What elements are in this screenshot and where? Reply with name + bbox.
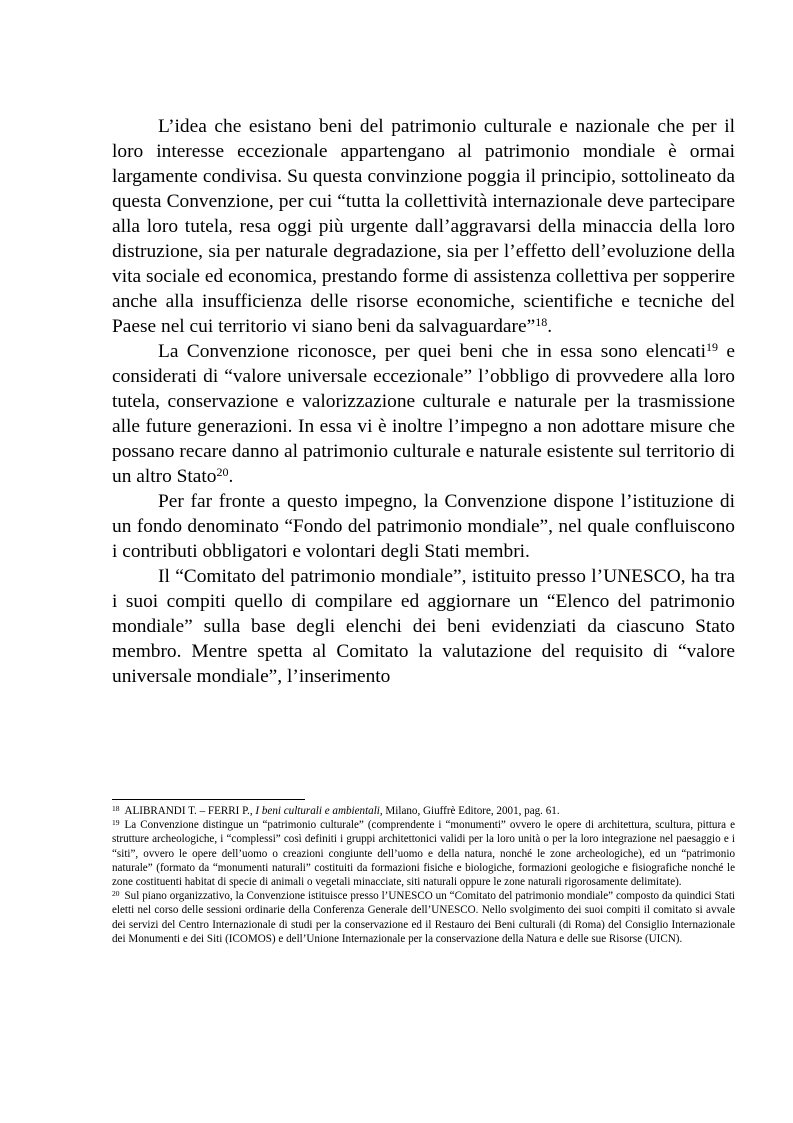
footnote-18 <box>112 804 735 818</box>
paragraph-text: . <box>228 466 234 487</box>
paragraph-2 <box>112 339 735 489</box>
paragraph-3 <box>112 489 735 564</box>
paragraph-text: . <box>547 316 553 337</box>
paragraph-text: Il “Comitato del patrimonio mondiale”, istituito presso l’UNESCO, ha tra i suoi compiti quello di compilare ed aggiornare un “Elenco del patrimonio mondiale” sulla base degli elenchi dei beni evidenziati da ciascuno Stato membro. Mentre spetta al Comitato la valutazione del requisito di “valore universale mondiale”, l’inserimento <box>112 566 735 687</box>
footnote-20 <box>112 889 735 946</box>
paragraph-1 <box>112 114 735 339</box>
footnote-number: 19 <box>112 817 120 827</box>
footnote-number: 20 <box>112 888 120 898</box>
footnote-ref-19[interactable]: 19 <box>706 340 719 354</box>
footnote-title: I beni culturali e ambientali, <box>255 805 383 817</box>
footnote-text: La Convenzione distingue un “patrimonio culturale” (comprendente i “monumenti” ovvero le opere di architettura, scultura, pittura e strutture archeologiche, i “complessi” così definiti i gruppi architettonici validi per la loro unità o per la loro integrazione nel paesaggio e i “siti”, ovvero le opere dell’uomo o creazioni congiunte dell’uomo e della natura, nonché le zone archeologiche), ed un “patrimonio naturale” (formato da “monumenti naturali” costituiti da formazioni fisiche e biologiche, formazioni geologiche e fisiografiche nonché le zone costituenti habitat di specie di animali o vegetali minacciate, siti naturali oppure le zone naturali rigorosamente delimitate). <box>112 819 735 889</box>
main-text <box>112 114 735 689</box>
footnote-number: 18 <box>112 803 120 813</box>
footnote-text: Milano, Giuffrè Editore, 2001, pag. 61. <box>382 805 560 817</box>
paragraph-4 <box>112 564 735 689</box>
footnote-ref-18[interactable]: 18 <box>535 315 548 329</box>
footnote-text: Sul piano organizzativo, la Convenzione istituisce presso l’UNESCO un “Comitato del patrimonio mondiale” composto da quindici Stati eletti nel corso delle sessioni ordinarie della Conferenza Generale dell’UNESCO. Nello svolgimento dei suoi compiti il comitato si avvale dei servizi del Centro Internazionale di studi per la conservazione ed il Restauro dei Beni culturali (di Roma) del Consiglio Internazionale dei Monumenti e dei Siti (ICOMOS) e dell’Unione Internazionale per la conservazione della Natura e delle sue Risorse (UICN). <box>112 890 735 945</box>
paragraph-text: Per far fronte a questo impegno, la Convenzione dispone l’istituzione di un fondo denominato “Fondo del patrimonio mondiale”, nel quale confluiscono i contributi obbligatori e volontari degli Stati membri. <box>112 491 735 562</box>
footnote-text: ALIBRANDI T. – FERRI P., <box>124 805 256 817</box>
paragraph-text: La Convenzione riconosce, per quei beni che in essa sono elencati <box>158 341 707 362</box>
footnote-separator <box>112 799 305 800</box>
footnote-19 <box>112 818 735 889</box>
paragraph-text: e considerati di “valore universale eccezionale” l’obbligo di provvedere alla loro tutela, conservazione e valorizzazione culturale e naturale per la trasmissione alle future generazioni. In essa vi è inoltre l’impegno a non adottare misure che possano recare danno al patrimonio culturale e naturale esistente sul territorio di un altro Stato <box>112 341 735 487</box>
paragraph-text: L’idea che esistano beni del patrimonio culturale e nazionale che per il loro interesse eccezionale appartengano al patrimonio mondiale è ormai largamente condivisa. Su questa convinzione poggia il principio, sottolineato da questa Convenzione, per cui “tutta la collettività internazionale deve partecipare alla loro tutela, resa oggi più urgente dall’aggravarsi della minaccia della loro distruzione, sia per naturale degradazione, sia per l’effetto dell’evoluzione della vita sociale ed economica, prestando forme di assistenza collettiva per sopperire anche alla insufficienza delle risorse economiche, scientifiche e tecniche del Paese nel cui territorio vi siano beni da salvaguardare” <box>112 116 735 337</box>
footnotes <box>112 804 735 946</box>
footnote-ref-20[interactable]: 20 <box>216 465 229 479</box>
